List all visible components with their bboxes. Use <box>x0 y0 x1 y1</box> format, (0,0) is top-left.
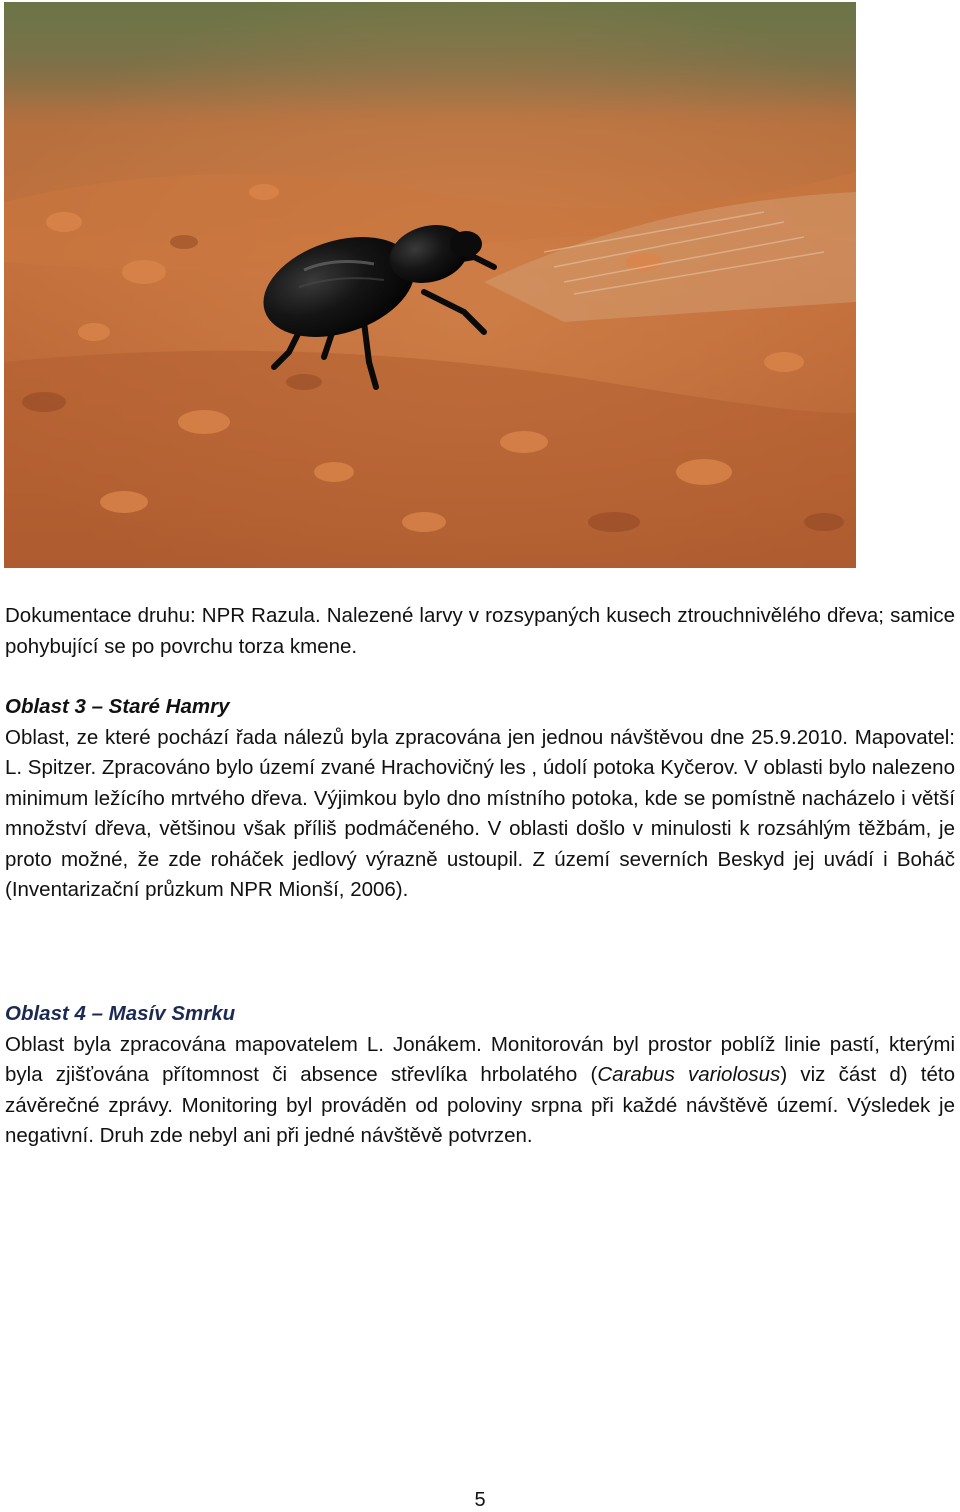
section-3-body: Oblast, ze které pochází řada nálezů byla zpracována jen jednou návštěvou dne 25.9.2010. Mapovatel: L. Spitzer. Zpracováno bylo území zvané Hrachovičný les , údolí potoka Kyčerov. V oblasti bylo nalezeno minimum ležícího mrtvého dřeva. Výjimkou bylo dno místního potoka, kde se pomístně nacházelo i větší množství dřeva, většinou však příliš podmáčeného. V oblasti došlo v minulosti k rozsáhlým těžbám, je proto možné, že zde roháček jedlový výrazně ustoupil. Z území severních Beskyd jej uvádí i Boháč (Inventarizační průzkum NPR Mionší, 2006). <box>5 725 955 901</box>
photo-caption <box>5 601 955 662</box>
section-4-body <box>5 1030 955 1152</box>
section-3 <box>5 692 955 906</box>
section-4 <box>5 999 955 1152</box>
species-name: Carabus variolosus <box>597 1063 781 1086</box>
beetle-photo <box>4 2 856 568</box>
section-4-body-start: Oblast byla zpracována mapovatelem L. Jonákem. Monitorován byl prostor poblíž linie pastí, kterými byla zjišťována přítomnost či absence střevlíka hrbolatého ( <box>5 1032 955 1086</box>
section-4-heading: Oblast 4 – Masív Smrku <box>5 1002 236 1025</box>
section-4-body-end: ) viz část d) této závěrečné zprávy. Monitoring byl prováděn od poloviny srpna při každé návštěvě území. Výsledek je negativní. Druh zde nebyl ani při jedné návštěvě potvrzen. <box>5 1063 955 1147</box>
section-3-heading: Oblast 3 – Staré Hamry <box>5 695 230 718</box>
caption-text: Dokumentace druhu: NPR Razula. Nalezené larvy v rozsypaných kusech ztrouchnivělého dřeva; samice pohybující se po povrchu torza kmene. <box>5 604 955 658</box>
page-number: 5 <box>474 1489 486 1511</box>
